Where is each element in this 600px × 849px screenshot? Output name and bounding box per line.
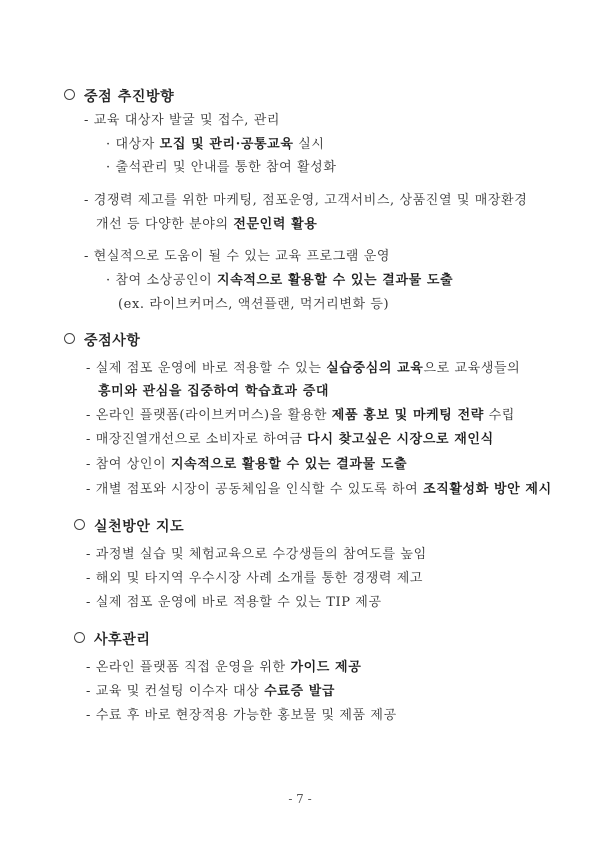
bold-text: 조직활성화 방안 제시 (423, 482, 552, 497)
text-segment: 개선 등 다양한 분야의 (96, 217, 234, 232)
list-item (98, 383, 329, 401)
text-segment: 실시 (293, 137, 325, 152)
bold-text: 지속적으로 활용할 수 있는 결과물 도출 (170, 457, 408, 472)
text-segment: - 해외 및 타지역 우수시장 사례 소개를 통한 경쟁력 제고 (86, 571, 424, 586)
list-item (84, 112, 280, 130)
section-heading (64, 332, 141, 350)
list-item (106, 159, 337, 177)
text-segment: - 과정별 실습 및 체험교육으로 수강생들의 참여도를 높임 (86, 547, 427, 562)
circle-bullet-icon (64, 89, 75, 100)
list-item (86, 481, 552, 499)
section-heading-text: 사후관리 (94, 632, 151, 648)
text-segment: - 참여 상인이 (86, 457, 171, 472)
section-heading-text: 중점사항 (84, 333, 141, 349)
list-item (86, 360, 520, 378)
list-item (106, 272, 453, 290)
text-segment: - 교육 대상자 발굴 및 접수, 관리 (84, 113, 281, 128)
text-segment: - 경쟁력 제고를 위한 마케팅, 점포운영, 고객서비스, 상품진열 및 매장환경 (84, 193, 528, 208)
bold-text: 수료증 발급 (264, 684, 336, 699)
list-item (86, 431, 494, 449)
text-segment: - 온라인 플랫폼(라이브커머스)을 활용한 (86, 408, 332, 423)
circle-bullet-icon (74, 519, 85, 530)
text-segment: - 온라인 플랫폼 직접 운영을 위한 (86, 660, 291, 675)
list-item (84, 192, 527, 210)
page-number: - 7 - (288, 792, 312, 806)
section-heading (74, 631, 151, 649)
bold-text: 전문인력 활용 (233, 217, 318, 232)
circle-bullet-icon (64, 333, 75, 344)
bold-text: 흥미와 관심을 집중하여 학습효과 증대 (98, 384, 330, 399)
bold-text: 가이드 제공 (290, 660, 362, 675)
list-item (86, 546, 427, 564)
list-item (96, 216, 317, 234)
section-heading-text: 실천방안 지도 (94, 519, 185, 535)
section-heading-text: 중점 추진방향 (84, 89, 175, 105)
list-item (86, 456, 407, 474)
text-segment: 으로 교육생들의 (423, 361, 521, 376)
list-item (118, 296, 389, 314)
list-item (86, 659, 361, 677)
bold-text: 제품 홍보 및 마케팅 전략 (331, 408, 484, 423)
list-item (86, 407, 515, 425)
text-segment: (ex. 라이브커머스, 액션플랜, 먹거리변화 등) (118, 297, 390, 312)
text-segment: - 개별 점포와 시장이 공동체임을 인식할 수 있도록 하여 (86, 482, 424, 497)
text-segment: - 실제 점포 운영에 바로 적용할 수 있는 (86, 361, 327, 376)
bold-text: 지속적으로 활용할 수 있는 결과물 도출 (217, 273, 454, 288)
circle-bullet-icon (74, 632, 85, 643)
text-segment: 수립 (483, 408, 515, 423)
text-segment: · 참여 소상공인이 (106, 273, 218, 288)
list-item (86, 594, 382, 612)
bold-text: 모집 및 관리·공통교육 (159, 137, 294, 152)
bold-text: 다시 찾고싶은 시장으로 재인식 (307, 432, 494, 447)
text-segment: · 대상자 (106, 137, 160, 152)
list-item (86, 570, 423, 588)
list-item (86, 683, 335, 701)
text-segment: - 실제 점포 운영에 바로 적용할 수 있는 TIP 제공 (86, 595, 382, 610)
list-item (84, 248, 390, 266)
text-segment: - 매장진열개선으로 소비자로 하여금 (86, 432, 308, 447)
list-item (106, 136, 325, 154)
text-segment: - 현실적으로 도움이 될 수 있는 교육 프로그램 운영 (84, 249, 391, 264)
section-heading (74, 518, 184, 536)
list-item (86, 707, 397, 725)
bold-text: 실습중심의 교육 (326, 361, 424, 376)
section-heading (64, 88, 174, 106)
text-segment: - 수료 후 바로 현장적용 가능한 홍보물 및 제품 제공 (86, 708, 397, 723)
text-segment: - 교육 및 컨설팅 이수자 대상 (86, 684, 265, 699)
text-segment: · 출석관리 및 안내를 통한 참여 활성화 (106, 160, 337, 175)
